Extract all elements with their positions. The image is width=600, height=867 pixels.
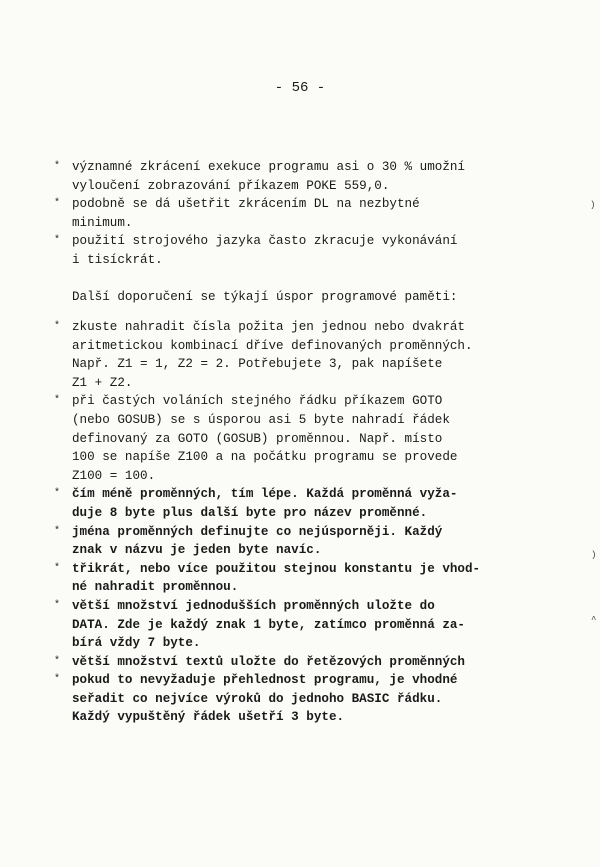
- text-line: seřadit co nejvíce výroků do jednoho BASIC řádku.: [72, 691, 443, 706]
- list-item: [54, 671, 494, 727]
- memory-tips-list: [54, 318, 494, 727]
- speed-tips-list: [54, 158, 494, 270]
- text-line: Z100 = 100.: [72, 468, 156, 483]
- text-line: vyloučení zobrazování příkazem POKE 559,0.: [72, 178, 390, 193]
- text-line: bírá vždy 7 byte.: [72, 636, 201, 651]
- text-line: třikrát, nebo více použitou stejnou konstantu je vhod-: [72, 561, 481, 576]
- list-item: [54, 560, 494, 597]
- bullet-icon: *: [54, 562, 61, 574]
- text-line: 100 se napíše Z100 a na počátku programu se provede: [72, 450, 458, 465]
- bullet-icon: *: [54, 198, 61, 210]
- bullet-icon: *: [54, 655, 61, 667]
- scan-mark: ^: [591, 615, 597, 625]
- bullet-icon: *: [54, 488, 61, 500]
- text-line: čím méně proměnných, tím lépe. Každá proměnná vyža-: [72, 487, 458, 502]
- bullet-icon: *: [54, 599, 61, 611]
- list-item: [54, 158, 494, 195]
- text-line: duje 8 byte plus další byte pro název proměnné.: [72, 505, 428, 520]
- text-line: při častých voláních stejného řádku příkazem GOTO: [72, 394, 443, 409]
- text-line: Např. Z1 = 1, Z2 = 2. Potřebujete 3, pak napíšete: [72, 357, 443, 372]
- text-line: větší množství jednodušších proměnných uložte do: [72, 598, 435, 613]
- page-number: - 56 -: [274, 80, 326, 96]
- list-item: [54, 523, 494, 560]
- scan-mark: ): [590, 200, 596, 210]
- text-line: pokud to nevyžaduje přehlednost programu, je vhodné: [72, 673, 458, 688]
- text-line: i tisíckrát.: [72, 252, 163, 267]
- text-line: definovaný za GOTO (GOSUB) proměnnou. Např. místo: [72, 431, 443, 446]
- text-line: jména proměnných definujte co nejúsporněji. Každý: [72, 524, 443, 539]
- text-line: (nebo GOSUB) se s úsporou asi 5 byte nahradí řádek: [72, 412, 450, 427]
- bullet-icon: *: [54, 395, 61, 407]
- list-item: [54, 597, 494, 653]
- text-line: minimum.: [72, 215, 133, 230]
- text-line: znak v názvu je jeden byte navíc.: [72, 543, 322, 558]
- text-line: použití strojového jazyka často zkracuje vykonávání: [72, 234, 458, 249]
- text-line: Z1 + Z2.: [72, 375, 133, 390]
- bullet-icon: *: [54, 674, 61, 686]
- list-item: [54, 392, 494, 485]
- text-line: né nahradit proměnnou.: [72, 580, 239, 595]
- section-intro: Další doporučení se týkají úspor programové paměti:: [72, 290, 458, 304]
- text-line: významné zkrácení exekuce programu asi o 30 % umožní: [72, 160, 465, 174]
- text-line: větší množství textů uložte do řetězových proměnných: [72, 654, 465, 669]
- bullet-icon: *: [54, 235, 61, 247]
- list-item: [54, 318, 494, 392]
- list-item: [54, 232, 494, 269]
- bullet-icon: *: [54, 161, 61, 172]
- scan-mark: ): [591, 550, 597, 560]
- text-line: zkuste nahradit čísla požita jen jednou nebo dvakrát: [72, 320, 465, 334]
- list-item: [54, 485, 494, 522]
- list-item: [54, 653, 494, 672]
- text-line: aritmetickou kombinací dříve definovaných proměnných.: [72, 338, 473, 353]
- text-line: Každý vypuštěný řádek ušetří 3 byte.: [72, 710, 345, 725]
- text-line: podobně se dá ušetřit zkrácením DL na nezbytné: [72, 197, 420, 212]
- list-item: [54, 195, 494, 232]
- bullet-icon: *: [54, 525, 61, 537]
- text-line: DATA. Zde je každý znak 1 byte, zatímco proměnná za-: [72, 617, 465, 632]
- bullet-icon: *: [54, 321, 61, 332]
